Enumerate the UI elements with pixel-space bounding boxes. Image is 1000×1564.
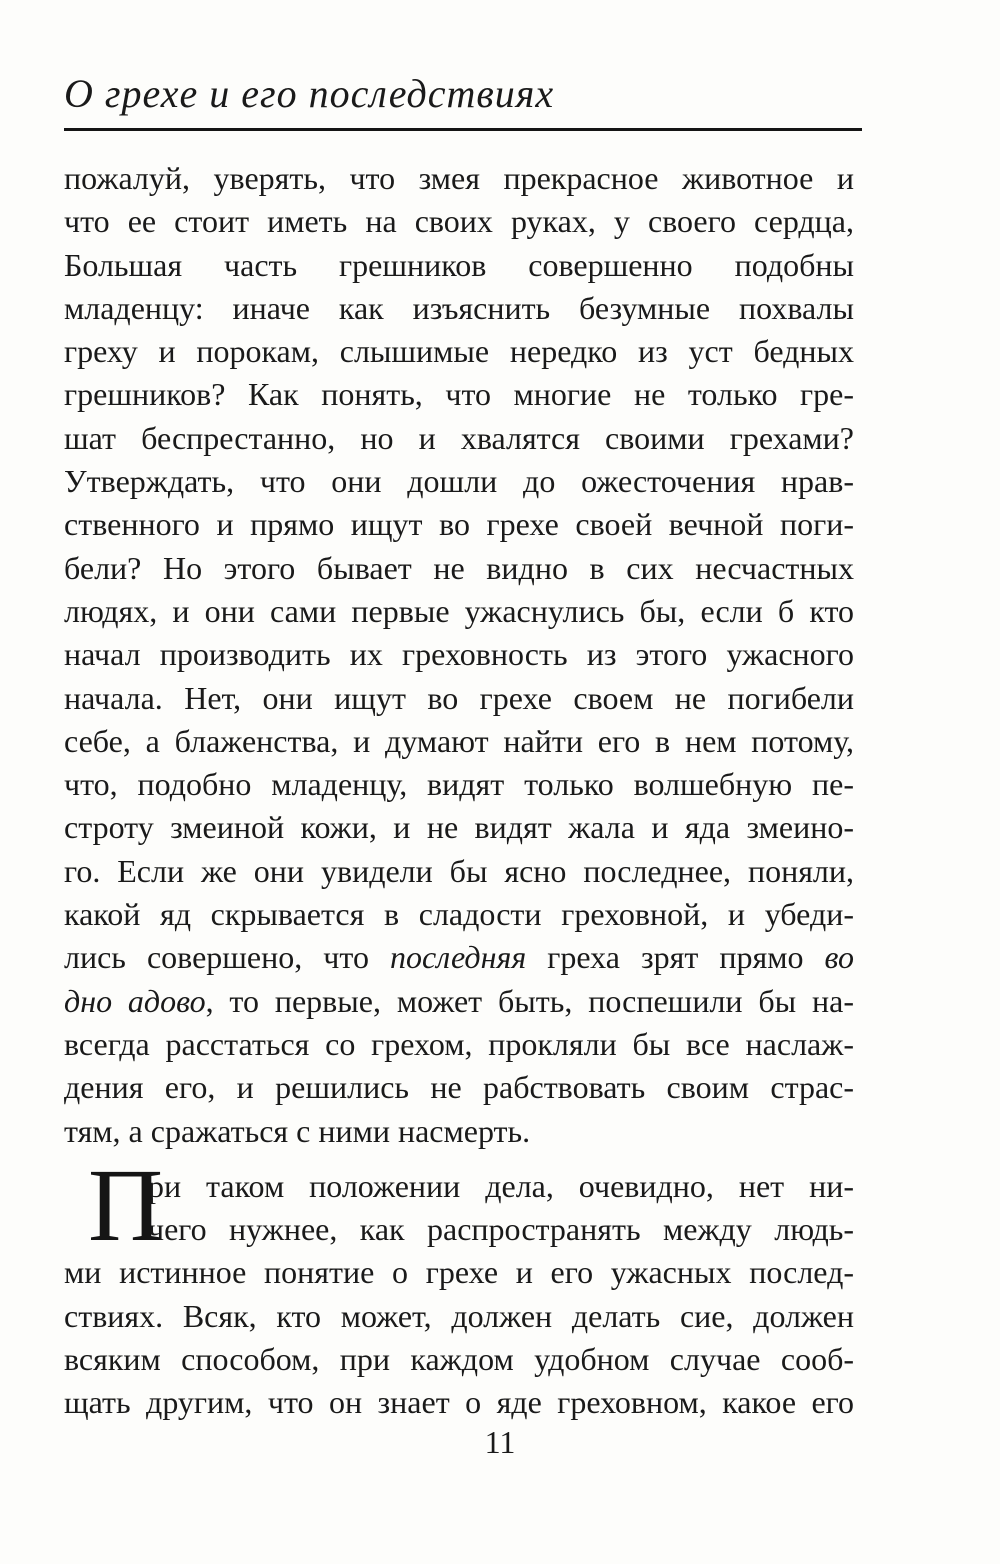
- text-line: тям, а сражаться с ними насмерть.: [64, 1112, 531, 1149]
- body-text: [64, 157, 854, 1425]
- running-head: О грехе и его последствиях: [64, 71, 555, 116]
- italic-run: последняя: [390, 939, 527, 976]
- text-line: всяким способом, при каждом удобном случае сооб-: [64, 1341, 854, 1378]
- text-line: ственного и прямо ищут во грехе своей вечной поги-: [64, 506, 854, 543]
- text-line: младенцу: иначе как изъяснить безумные похвалы: [64, 289, 854, 326]
- text-line: ствиях. Всяк, кто может, должен делать сие, должен: [64, 1297, 854, 1334]
- text-line: ри таком положении дела, очевидно, нет ни-: [148, 1167, 854, 1204]
- text-line: Утверждать, что они дошли до ожесточения нрав-: [64, 463, 854, 500]
- italic-run: во: [824, 939, 855, 976]
- text-line: какой яд скрывается в сладости греховной, и убеди-: [64, 896, 854, 933]
- text-line: пожалуй, уверять, что змея прекрасное животное и: [64, 160, 854, 196]
- text-run: лись совершено, что: [64, 939, 391, 976]
- text-line-mixed: [64, 936, 854, 979]
- text-line: Большая часть грешников совершенно подобны: [64, 246, 854, 283]
- text-line: строту змеиной кожи, и не видят жала и яда змеино-: [64, 809, 854, 846]
- text-line: людях, и они сами первые ужаснулись бы, если б кто: [64, 592, 854, 629]
- italic-run: дно адово: [64, 982, 206, 1019]
- text-line: шат беспрестанно, но и хвалятся своими грехами?: [64, 419, 854, 456]
- text-line: щать другим, что он знает о яде греховном, какое его: [64, 1384, 854, 1421]
- text-line: начала. Нет, они ищут во грехе своем не погибели: [64, 679, 854, 716]
- text-line-mixed: [64, 980, 854, 1023]
- text-line: себе, а блаженства, и думают найти его в нем потому,: [64, 722, 854, 759]
- text-line: ми истинное понятие о грехе и его ужасных послед-: [64, 1254, 854, 1291]
- text-line: что ее стоит иметь на своих руках, у своего сердца,: [64, 203, 854, 240]
- text-run: греха зрят прямо: [526, 939, 825, 976]
- text-line: грешников? Как понять, что многие не только гре-: [64, 376, 854, 413]
- drop-cap: П: [88, 1148, 164, 1263]
- text-line: начал производить их греховность из этого ужасного: [64, 636, 854, 673]
- text-line: всегда расстаться со грехом, прокляли бы все наслаж-: [64, 1025, 854, 1062]
- text-line: греху и порокам, слышимые нередко из уст бедных: [64, 333, 854, 370]
- header-rule: [64, 128, 862, 131]
- text-line: чего нужнее, как распространять между людь-: [148, 1211, 854, 1248]
- text-line: го. Если же они увидели бы ясно последнее, поняли,: [64, 852, 854, 889]
- text-line: что, подобно младенцу, видят только волшебную пе-: [64, 766, 854, 803]
- text-run: , то первые, может быть, поспешили бы на-: [205, 982, 855, 1019]
- text-line: дения его, и решились не рабствовать своим страс-: [64, 1069, 854, 1106]
- page-number: 11: [484, 1424, 516, 1460]
- text-line: бели? Но этого бывает не видно в сих несчастных: [64, 549, 854, 586]
